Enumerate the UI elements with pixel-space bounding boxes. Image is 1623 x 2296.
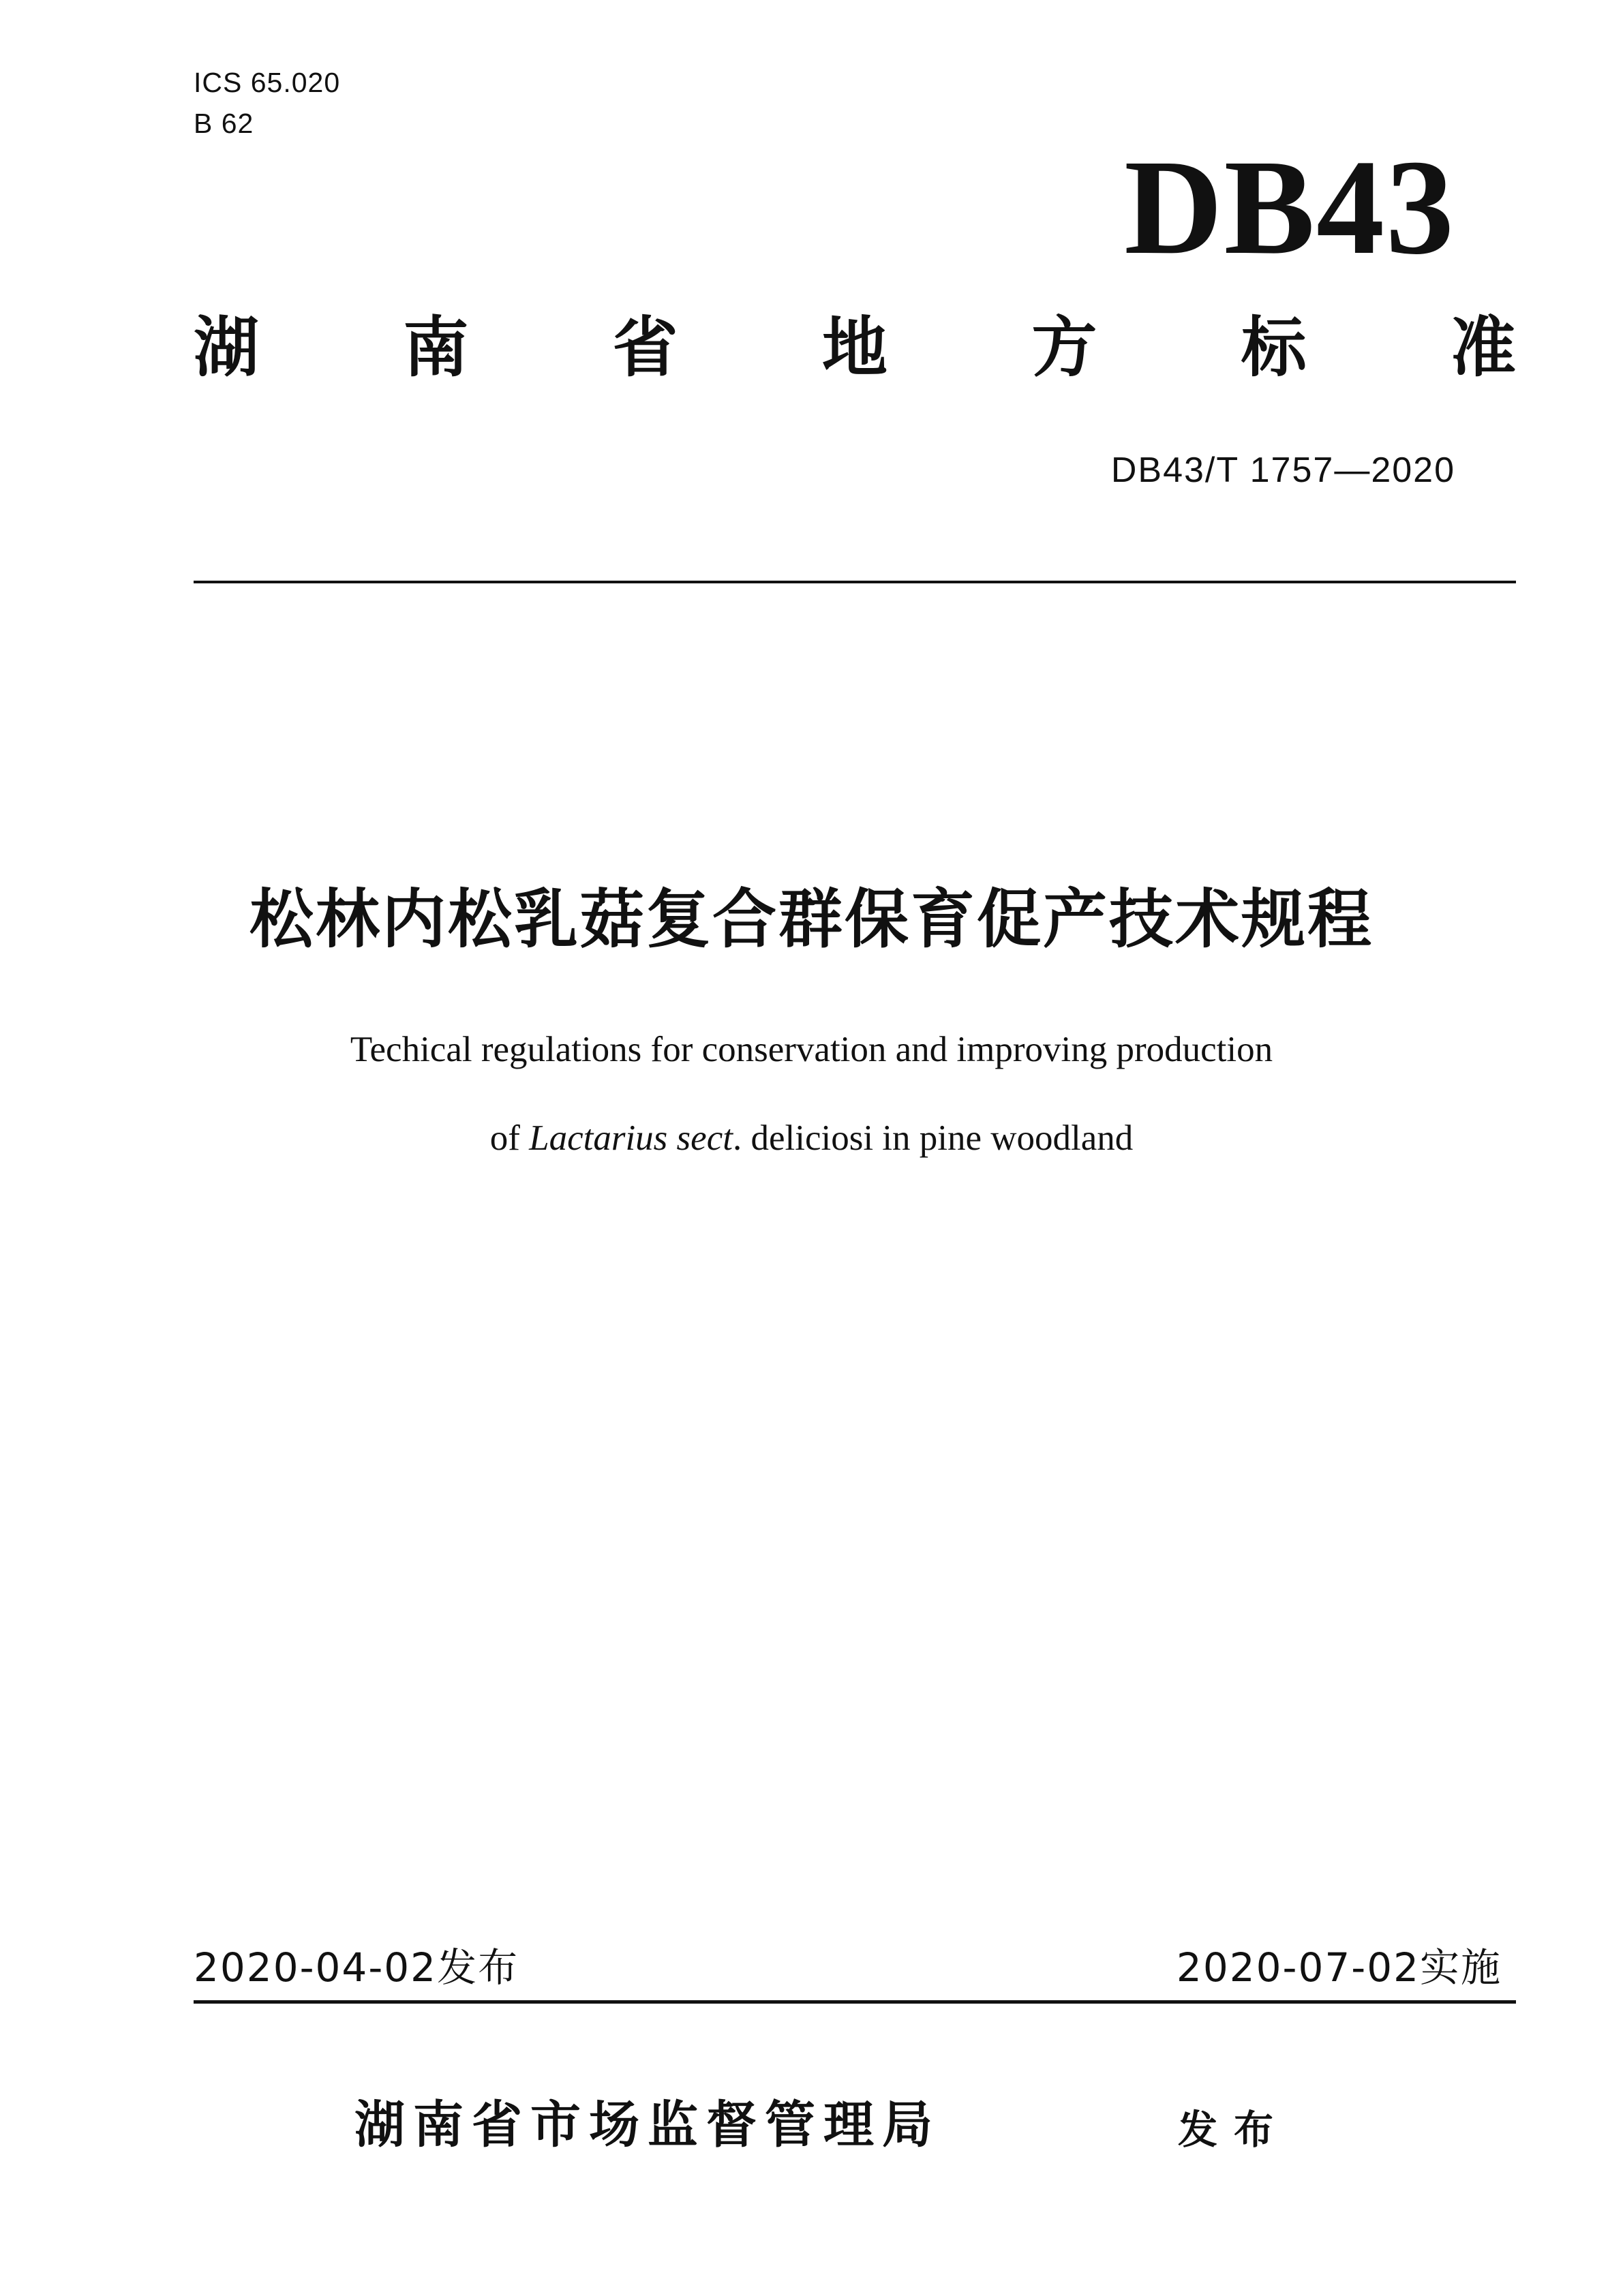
english-title-italic: Lactarius sect: [529, 1118, 733, 1158]
standard-type-char: 标: [1241, 309, 1307, 386]
bottom-divider: [194, 2000, 1516, 2004]
english-title-line-2: [0, 1114, 1623, 1162]
standard-type-char: 湖: [194, 309, 259, 386]
standard-number: DB43/T 1757—2020: [1110, 450, 1455, 490]
issuer-name: 湖南省市场监督管理局: [354, 2096, 941, 2154]
issue-label: 发布: [1178, 2107, 1290, 2153]
standard-type-char: 地: [821, 309, 888, 386]
ics-code: ICS 65.020: [194, 67, 341, 98]
db-mark: DB43: [1124, 132, 1455, 283]
standard-type-char: 准: [1450, 309, 1516, 386]
top-divider: [194, 581, 1516, 583]
implement-date: 2020-07-02实施: [1176, 1944, 1502, 1991]
standard-type-char: 方: [1031, 309, 1097, 386]
ccs-code: B 62: [194, 108, 254, 139]
standard-type-char: 南: [403, 309, 469, 386]
chinese-title: 松林内松乳菇复合群保育促产技术规程: [249, 883, 1374, 957]
publish-date: 2020-04-02发布: [194, 1944, 519, 1991]
english-title-suffix: . deliciosi in pine woodland: [732, 1118, 1134, 1158]
standard-type: [194, 307, 1516, 388]
standard-type-char: 省: [612, 309, 678, 386]
english-title-prefix: of: [489, 1118, 530, 1158]
english-title-line-1: Techical regulations for conservation and improving production: [350, 1030, 1273, 1069]
